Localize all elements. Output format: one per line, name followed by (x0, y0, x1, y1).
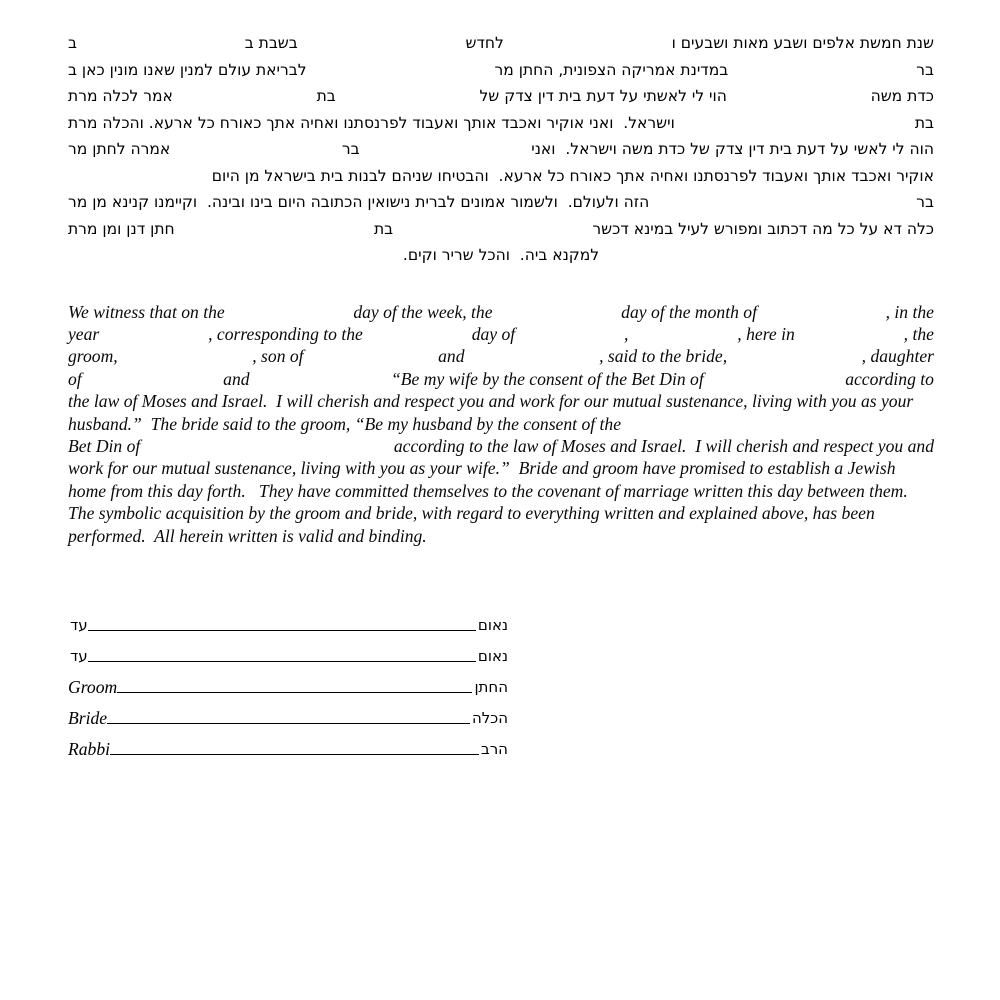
english-line-4-seg-1: of (68, 368, 82, 389)
witness-1-hebrew-prefix: עד (70, 615, 88, 634)
english-line-3 (68, 345, 934, 367)
hebrew-line-7-seg-2: בר (916, 193, 934, 211)
groom-signature-line[interactable] (117, 692, 472, 693)
signature-row-bride[interactable] (68, 697, 508, 728)
signature-block (68, 604, 508, 759)
signature-row-groom[interactable] (68, 666, 508, 697)
witness-2-signature-line[interactable] (88, 661, 476, 662)
hebrew-line-2-seg-1: לבריאת עולם למנין שאנו מונין כאן ב (68, 60, 307, 79)
english-line-2-seg-1: year (68, 323, 100, 344)
english-line-1-seg-2: day of the week, the (353, 301, 493, 322)
english-line-3-seg-1: groom, (68, 346, 118, 367)
hebrew-line-2 (68, 57, 934, 84)
english-line-1-seg-4: , in the (885, 301, 934, 322)
english-line-2-seg-6: , the (903, 323, 934, 344)
hebrew-line-5-seg-1: אמרה לחתן מר (68, 140, 171, 158)
groom-hebrew-label: החתן (474, 677, 508, 696)
english-line-5-seg-1: Bet Din of (68, 435, 141, 456)
hebrew-line-8 (68, 216, 934, 243)
hebrew-line-5-seg-2: בר (341, 140, 360, 158)
english-line-5 (68, 435, 934, 457)
english-line-4 (68, 368, 934, 390)
rabbi-signature-line[interactable] (110, 754, 479, 755)
hebrew-line-3-seg-3: הוי לי לאשתי על דעת בית דין צדק של (479, 87, 727, 105)
english-line-4-seg-3: “Be my wife by the consent of the Bet Din of (391, 368, 704, 389)
hebrew-line-5 (68, 136, 934, 163)
english-line-2-seg-3: day of (471, 323, 516, 344)
witness-2-hebrew-label: נאום (477, 646, 508, 665)
hebrew-line-5-seg-3: הוה לי לאשי על דעת בית דין צדק של כדת משה וישראל. ואני (531, 140, 934, 158)
rabbi-hebrew-label: הרב (481, 739, 508, 758)
signature-row-witness-2[interactable] (68, 635, 508, 666)
witness-2-hebrew-prefix: עד (70, 646, 88, 665)
hebrew-line-1-seg-1: ב (68, 34, 77, 52)
hebrew-line-4-seg-1: וישראל. ואני אוקיר ואכבד אותך ואעבוד לפרנסתנו ואחיה אתך כאורח כל ארעא. והכלה מרת (68, 113, 675, 132)
english-body-paragraph-2: work for our mutual sustenance, living with you as your wife.” Bride and groom have promised to establish a Jewish home from this day forth. They have committed themselves to the covenant of marriage written this day between them. The symbolic acquisition by the groom and bride, with regard to everything written and explained above, has been performed. All herein written is valid and binding. (68, 458, 921, 546)
hebrew-line-7-seg-1: הזה ולעולם. ולשמור אמונים לברית נישואין הכתובה היום בינו ובינה. וקיימנו קנינא מן מר (68, 193, 650, 211)
hebrew-line-3 (68, 83, 934, 110)
hebrew-text-block (68, 30, 934, 269)
signature-row-rabbi[interactable] (68, 728, 508, 759)
english-line-1-seg-1: We witness that on the (68, 301, 225, 322)
hebrew-line-2-seg-3: בר (916, 60, 934, 79)
hebrew-line-4 (68, 110, 934, 137)
hebrew-line-8-seg-3: כלה דא על כל מה דכתוב ומפורש לעיל במינא דכשר (592, 219, 934, 238)
english-line-2-seg-4: , (624, 323, 629, 344)
english-line-5-seg-2: according to the law of Moses and Israel. I will cherish and respect you and (393, 435, 934, 456)
hebrew-line-1-seg-4: שנת חמשת אלפים ושבע מאות ושבעים ו (671, 34, 934, 52)
hebrew-line-3-seg-4: כדת משה (870, 87, 934, 105)
english-text-block (68, 301, 934, 547)
hebrew-line-6: אוקיר ואכבד אותך ואעבוד לפרנסתנו ואחיה אתך כאורח כל ארעא. והבטיחו שניהם לבנות בית בישראל מן היום (211, 166, 934, 185)
english-line-3-seg-2: , son of (252, 346, 304, 367)
hebrew-line-7 (68, 189, 934, 216)
english-line-1 (68, 301, 934, 323)
english-line-3-seg-5: , daughter (861, 346, 934, 367)
hebrew-line-1-seg-2: בשבת ב (244, 34, 298, 52)
groom-label: Groom (68, 676, 118, 697)
witness-1-signature-line[interactable] (88, 630, 476, 631)
witness-1-hebrew-label: נאום (477, 615, 508, 634)
english-line-2 (68, 323, 934, 345)
english-line-3-seg-4: , said to the bride, (599, 346, 728, 367)
bride-hebrew-label: הכלה (471, 708, 508, 727)
english-line-3-seg-3: and (438, 346, 465, 367)
english-line-2-seg-2: , corresponding to the (208, 323, 363, 344)
rabbi-label: Rabbi (68, 738, 111, 759)
bride-signature-line[interactable] (107, 723, 470, 724)
english-line-1-seg-3: day of the month of (621, 301, 757, 322)
english-line-4-seg-4: according to (845, 368, 934, 389)
bride-label: Bride (68, 707, 108, 728)
english-body-paragraph-1: the law of Moses and Israel. I will cherish and respect you and work for our mutual sustenance, living with you as your husband.” The bride said to the groom, “Be my husband by the consent of the (68, 391, 918, 434)
english-line-4-seg-2: and (223, 368, 250, 389)
hebrew-line-3-seg-2: בת (316, 87, 336, 105)
hebrew-line-9: למקנא ביה. והכל שריר וקים. (402, 246, 600, 264)
hebrew-line-3-seg-1: אמר לכלה מרת (68, 87, 173, 105)
hebrew-line-2-seg-2: במדינת אמריקה הצפונית, החתן מר (494, 60, 729, 79)
hebrew-line-1 (68, 30, 934, 57)
hebrew-line-8-seg-2: בת (373, 219, 394, 238)
hebrew-line-8-seg-1: חתן דנן ומן מרת (68, 219, 175, 238)
hebrew-line-1-seg-3: לחדש (465, 34, 504, 52)
hebrew-line-4-seg-2: בת (914, 113, 934, 132)
signature-row-witness-1[interactable] (68, 604, 508, 635)
english-line-2-seg-5: , here in (737, 323, 795, 344)
